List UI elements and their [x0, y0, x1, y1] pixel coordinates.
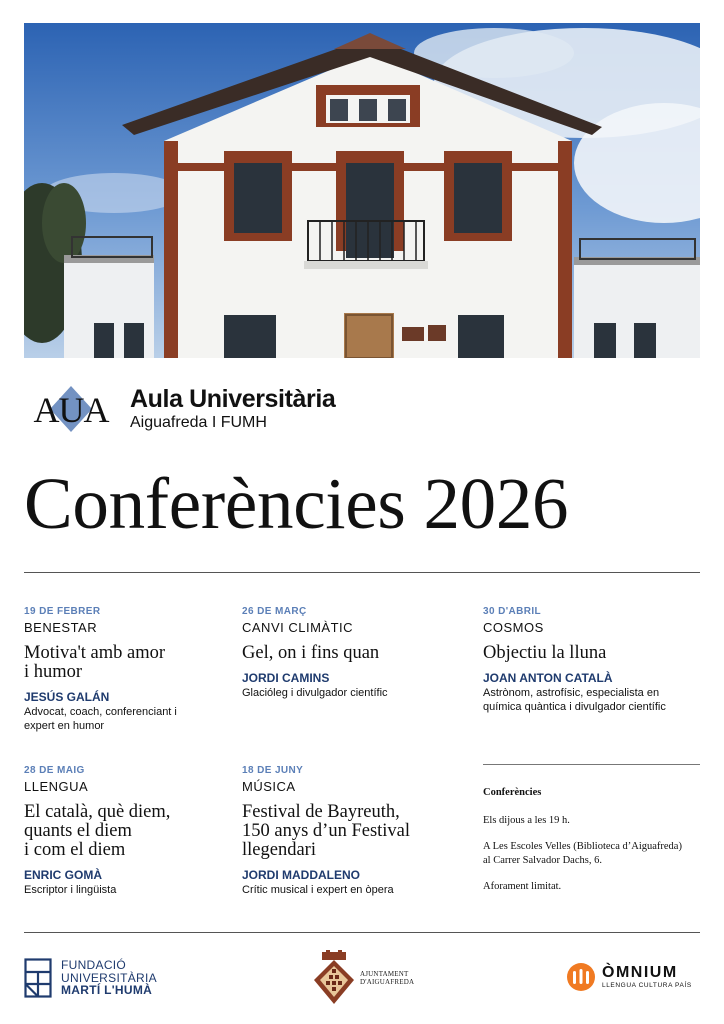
brand-subtitle: Aiguafreda I FUMH — [130, 414, 267, 431]
event-category: COSMOS — [483, 620, 544, 635]
fumh-line: MARTÍ L'HUMÀ — [61, 983, 153, 998]
event-title — [24, 803, 229, 860]
divider-bottom — [24, 932, 700, 933]
divider-info — [483, 764, 700, 765]
info-capacity: Aforament limitat. — [483, 881, 562, 892]
coat-of-arms-icon — [312, 950, 356, 1006]
event-title-line: Objectiu la lluna — [483, 643, 607, 663]
event-title-line: El català, què diem, — [24, 802, 171, 822]
event-date: 30 D'ABRIL — [483, 606, 542, 617]
event-speaker: JORDI MADDALENO — [242, 868, 361, 882]
event-speaker-bio — [24, 883, 229, 897]
event-title — [24, 644, 229, 682]
aua-logo — [24, 384, 118, 434]
event-title-line: i humor — [24, 662, 83, 682]
fumh-line: UNIVERSITÀRIA — [61, 970, 157, 985]
event-title-line: llegendari — [242, 840, 316, 860]
event-title-line: 150 anys d’un Festival — [242, 821, 411, 841]
ajuntament-line: AJUNTAMENT — [360, 970, 409, 978]
event-card — [242, 765, 457, 897]
event-title — [483, 644, 700, 663]
event-title-line: i com el diem — [24, 840, 126, 860]
event-speaker-bio — [24, 705, 229, 733]
event-bio-line: química quàntica i divulgador científic — [483, 701, 666, 713]
event-speaker-bio — [242, 883, 457, 897]
divider-top — [24, 572, 700, 573]
event-date: 19 DE FEBRER — [24, 606, 101, 617]
event-category: CANVI CLIMÀTIC — [242, 620, 354, 635]
event-category: LLENGUA — [24, 779, 89, 794]
aua-logo-text: AUA — [33, 390, 109, 430]
page-title: Conferències 2026 — [24, 463, 569, 544]
event-category: MÚSICA — [242, 779, 296, 794]
info-venue-line: al Carrer Salvador Dachs, 6. — [483, 855, 602, 866]
event-category: BENESTAR — [24, 620, 98, 635]
event-bio-line: Advocat, coach, conferenciant i — [24, 706, 177, 718]
building-photo — [24, 23, 700, 358]
omnium-tagline: LLENGUA CULTURA PAÍS — [602, 982, 692, 989]
event-title-line: Gel, on i fins quan — [242, 643, 380, 663]
event-speaker: JORDI CAMINS — [242, 671, 330, 685]
omnium-name: ÒMNIUM — [602, 964, 678, 981]
event-title — [242, 803, 457, 860]
fumh-logo — [24, 958, 157, 998]
ajuntament-line: D'AIGUAFREDA — [360, 978, 415, 986]
brand-header — [24, 384, 335, 434]
ajuntament-logo — [312, 950, 414, 1006]
event-bio-line: Crític musical i expert en òpera — [242, 884, 394, 896]
event-date: 26 DE MARÇ — [242, 606, 307, 617]
event-speaker: JOAN ANTON CATALÀ — [483, 671, 613, 685]
event-title — [242, 644, 447, 663]
event-card — [242, 606, 447, 700]
info-venue — [483, 840, 700, 868]
event-title-line: quants el diem — [24, 821, 132, 841]
event-bio-line: Astrònom, astrofísic, especialista en — [483, 687, 660, 699]
info-venue-line: A Les Escoles Velles (Biblioteca d’Aiguafreda) — [483, 841, 682, 852]
event-card — [483, 606, 700, 714]
event-title-line: Motiva't amb amor — [24, 643, 166, 663]
brand-title: Aula Universitària — [130, 385, 336, 413]
fumh-mark-icon — [24, 958, 52, 998]
event-date: 28 DE MAIG — [24, 765, 85, 776]
event-card — [24, 765, 229, 897]
info-block — [483, 786, 700, 906]
event-card — [24, 606, 229, 733]
info-title: Conferències — [483, 787, 542, 798]
fumh-line: FUNDACIÓ — [61, 958, 127, 973]
event-bio-line: expert en humor — [24, 720, 105, 732]
event-date: 18 DE JUNY — [242, 765, 304, 776]
event-bio-line: Glacióleg i divulgador científic — [242, 687, 388, 699]
omnium-logo — [566, 962, 692, 992]
event-speaker: JESÚS GALÁN — [24, 690, 110, 704]
event-speaker: ENRIC GOMÀ — [24, 868, 102, 882]
event-speaker-bio — [242, 686, 447, 700]
omnium-mark-icon — [566, 962, 596, 992]
event-bio-line: Escriptor i lingüista — [24, 884, 117, 896]
event-speaker-bio — [483, 686, 700, 714]
info-schedule: Els dijous a les 19 h. — [483, 815, 570, 826]
event-title-line: Festival de Bayreuth, — [242, 802, 400, 822]
